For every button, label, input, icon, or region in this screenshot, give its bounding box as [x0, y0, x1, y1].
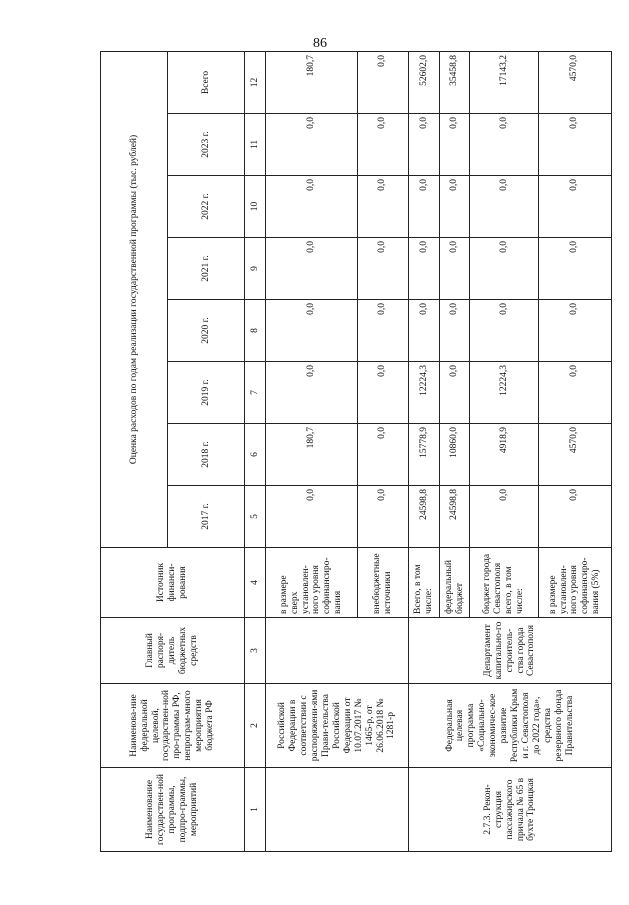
funding-source-cell: Всего, в том числе: [409, 548, 440, 618]
value-cell: 0,0 [409, 114, 440, 176]
total-cell: 180,7 [266, 51, 357, 113]
federal-program-cell: Российской Федерации в соответствии с распоряжени-ями Прави-тельства Российской Федерации от 10.07.2017 № 1465-р, от 26.06.2018 № 1281-р [266, 684, 409, 768]
header-funding-source: Источник финанси-рования [101, 548, 245, 618]
total-cell: 35458,8 [439, 51, 470, 113]
header-estimate-group: Оценка расходов по годам реализации государственной программы (тыс. рублей) [101, 51, 168, 547]
index-cell: 1 [244, 768, 266, 852]
funding-source-cell: в размере сверх установлен-ного уровня софинансиро-вания [266, 548, 357, 618]
page-number: 86 [313, 36, 327, 51]
header-year: 2017 г. [168, 486, 244, 548]
funding-source-cell: федеральный бюджет [439, 548, 470, 618]
value-cell: 0,0 [357, 176, 409, 238]
value-cell: 0,0 [266, 300, 357, 362]
table-row [409, 51, 440, 851]
header-year: 2023 г. [168, 114, 244, 176]
funding-source-cell: внебюджетные источники [357, 548, 409, 618]
value-cell: 0,0 [409, 238, 440, 300]
value-cell: 24598,8 [409, 486, 440, 548]
value-cell: 0,0 [538, 114, 611, 176]
value-cell: 0,0 [538, 238, 611, 300]
funding-source-cell: в размере установлен-ного уровня софинансиро-вания (5%) [538, 548, 611, 618]
value-cell: 0,0 [409, 300, 440, 362]
value-cell: 0,0 [538, 176, 611, 238]
index-cell: 4 [244, 548, 266, 618]
value-cell: 0,0 [357, 238, 409, 300]
program-name-cell [266, 768, 409, 852]
header-distributor: Главный распоря-дитель бюджетных средств [101, 618, 245, 684]
index-cell: 10 [244, 176, 266, 238]
header-program-name: Наименование государствен-ной программы, подпро-граммы, мероприятий [101, 768, 245, 852]
value-cell: 0,0 [409, 176, 440, 238]
value-cell: 12224,3 [470, 362, 538, 424]
distributor-cell: Департамент капитально-го строитель-ства города Севастополя [409, 618, 612, 684]
funding-source-cell: бюджет города Севастополя всего, в том числе: [470, 548, 538, 618]
index-cell: 2 [244, 684, 266, 768]
index-cell: 9 [244, 238, 266, 300]
value-cell: 10860,0 [439, 424, 470, 486]
value-cell: 0,0 [470, 114, 538, 176]
header-year: 2020 г. [168, 300, 244, 362]
header-year: 2022 г. [168, 176, 244, 238]
value-cell: 0,0 [470, 238, 538, 300]
value-cell: 0,0 [266, 114, 357, 176]
value-cell: 0,0 [470, 176, 538, 238]
header-year: 2018 г. [168, 424, 244, 486]
total-cell: 17143,2 [470, 51, 538, 113]
program-name-cell: 2.7.3. Рекон-струкция пассажирского причала № 65 в бухте Троицкая [409, 768, 612, 852]
header-year: 2021 г. [168, 238, 244, 300]
total-cell: 52602,0 [409, 51, 440, 113]
rotated-table-container [100, 52, 612, 852]
budget-table [100, 51, 612, 852]
value-cell: 0,0 [266, 176, 357, 238]
index-cell: 11 [244, 114, 266, 176]
index-cell: 8 [244, 300, 266, 362]
total-cell: 0,0 [357, 51, 409, 113]
value-cell: 4570,0 [538, 424, 611, 486]
value-cell: 0,0 [470, 300, 538, 362]
header-year: 2019 г. [168, 362, 244, 424]
value-cell: 0,0 [439, 176, 470, 238]
value-cell: 0,0 [357, 486, 409, 548]
index-cell: 12 [244, 51, 266, 113]
value-cell: 0,0 [357, 114, 409, 176]
value-cell: 4918,9 [470, 424, 538, 486]
value-cell: 180,7 [266, 424, 357, 486]
value-cell: 0,0 [538, 486, 611, 548]
value-cell: 0,0 [357, 424, 409, 486]
index-cell: 7 [244, 362, 266, 424]
value-cell: 0,0 [439, 114, 470, 176]
table-row [266, 51, 357, 851]
header-federal-program: Наименова-ние федеральной целевой, государствен-ной про-граммы РФ, непрограм-много мероприятия бюджета РФ [101, 684, 245, 768]
value-cell: 0,0 [538, 362, 611, 424]
federal-program-cell: Федеральная целевая программа «Социально-экономичес-кое развитие Республики Крым и г. Севастополя до 2022 года», средства резервного фонда Правительства [409, 684, 612, 768]
value-cell: 0,0 [439, 300, 470, 362]
index-cell: 6 [244, 424, 266, 486]
value-cell: 15778,9 [409, 424, 440, 486]
value-cell: 0,0 [266, 362, 357, 424]
value-cell: 12224,3 [409, 362, 440, 424]
index-cell: 3 [244, 618, 266, 684]
distributor-cell [266, 618, 409, 684]
value-cell: 0,0 [266, 238, 357, 300]
total-cell: 4570,0 [538, 51, 611, 113]
value-cell: 0,0 [357, 362, 409, 424]
value-cell: 24598,8 [439, 486, 470, 548]
value-cell: 0,0 [439, 238, 470, 300]
value-cell: 0,0 [357, 300, 409, 362]
value-cell: 0,0 [470, 486, 538, 548]
value-cell: 0,0 [538, 300, 611, 362]
header-total: Всего [168, 51, 244, 113]
value-cell: 0,0 [266, 486, 357, 548]
index-cell: 5 [244, 486, 266, 548]
index-row [244, 51, 266, 851]
value-cell: 0,0 [439, 362, 470, 424]
